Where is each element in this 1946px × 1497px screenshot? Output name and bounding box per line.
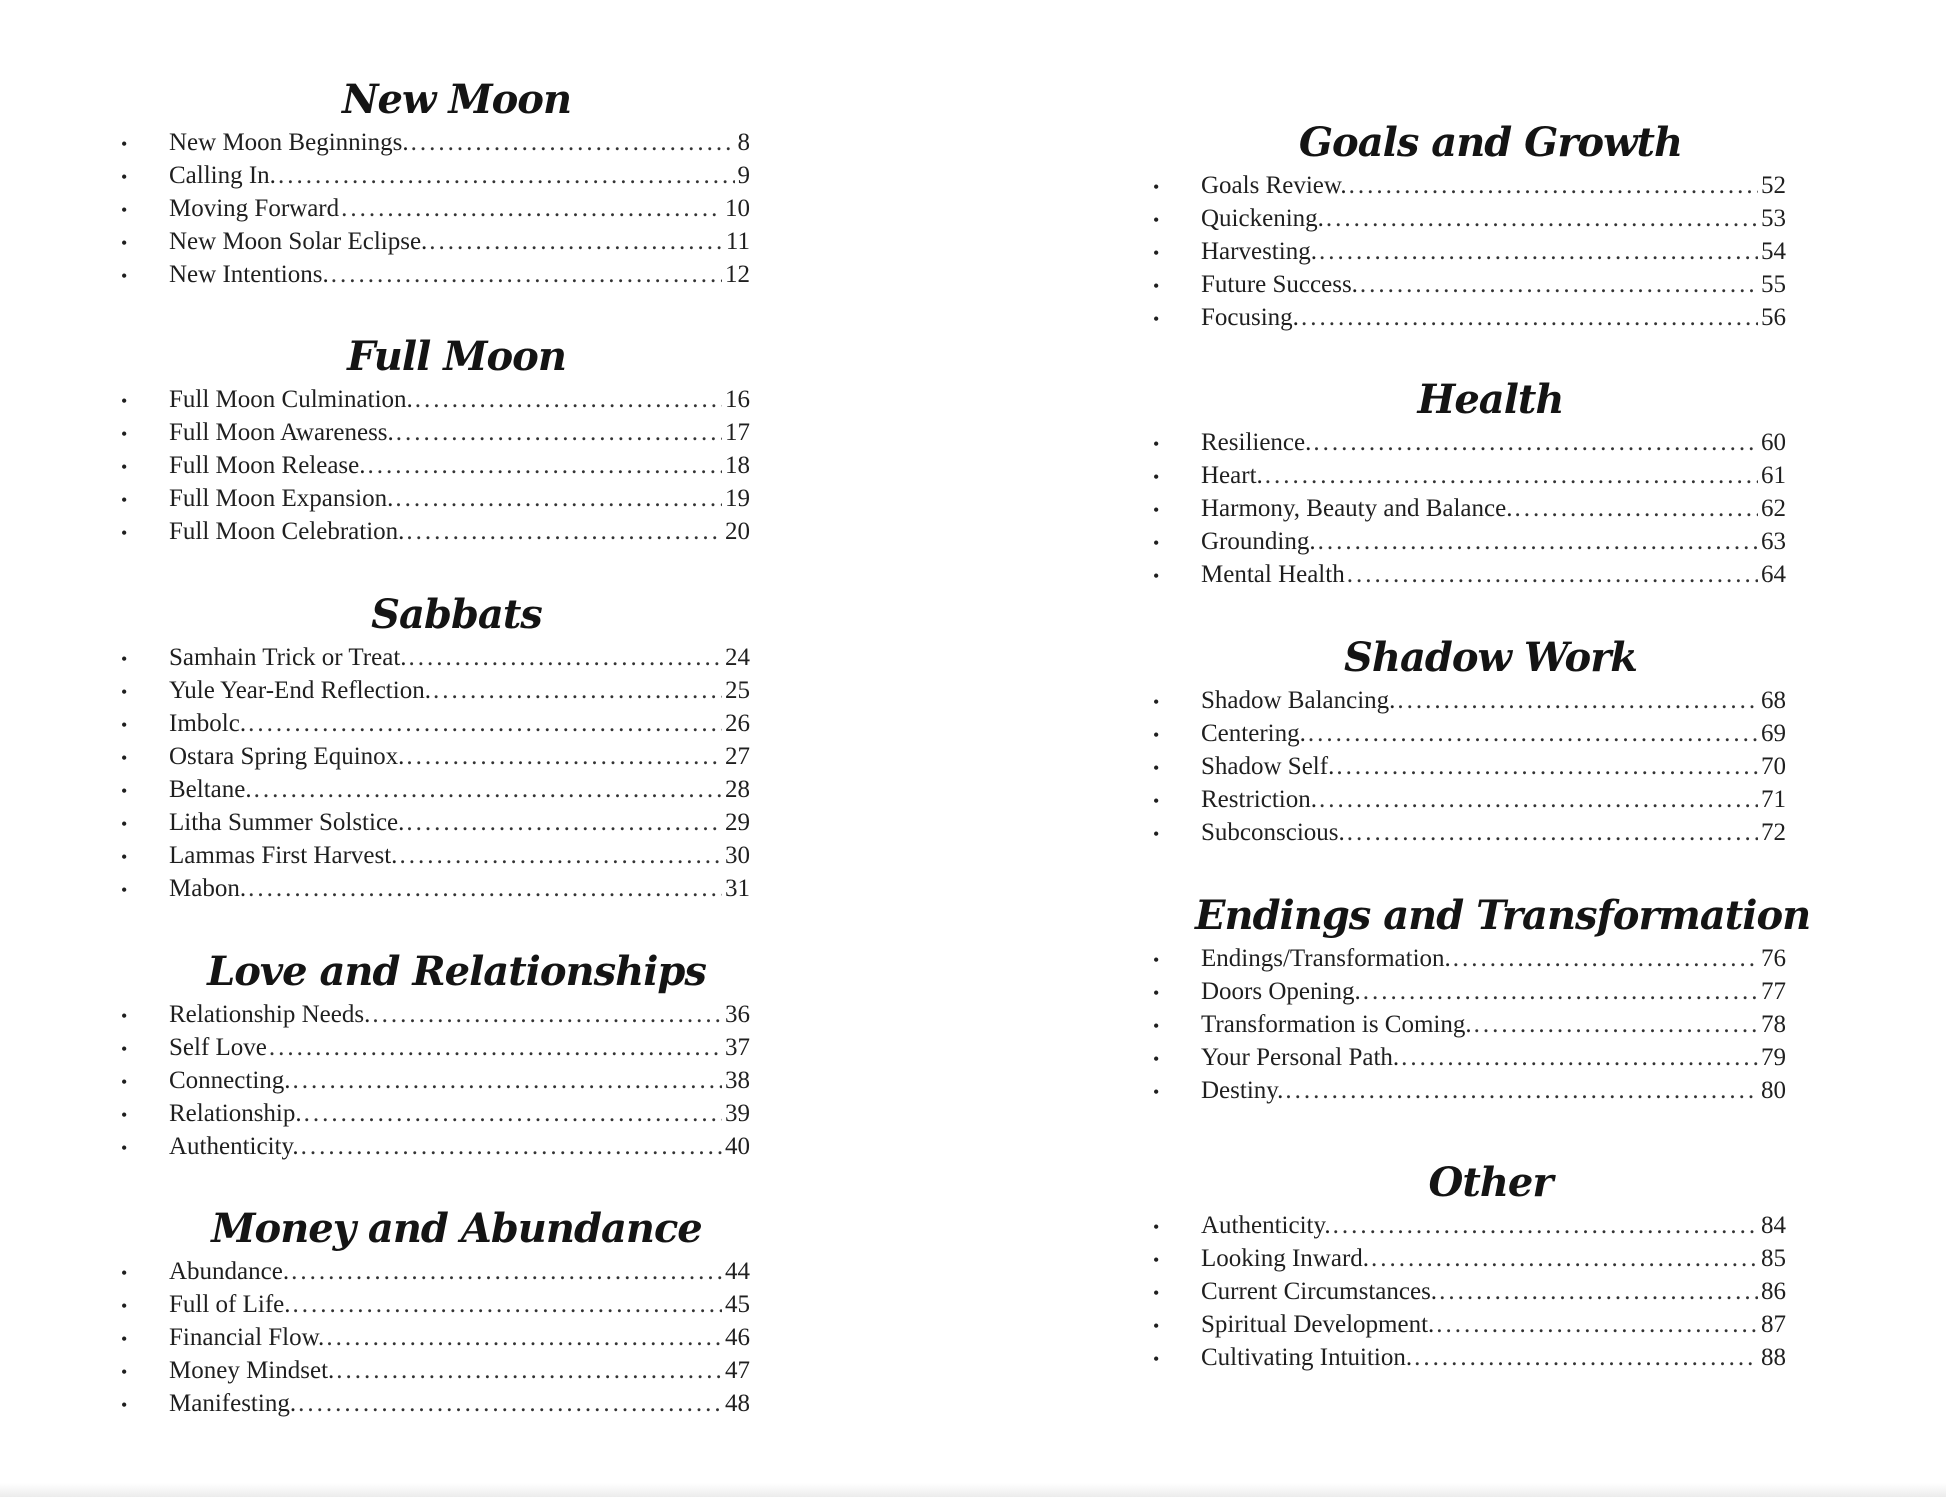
toc-entry[interactable]: [118, 192, 750, 225]
toc-entry-list: [118, 383, 750, 548]
bullet-icon: •: [1153, 1250, 1160, 1270]
dot-leader: [1453, 942, 1758, 975]
toc-entry-title: Authenticity.: [1201, 1212, 1331, 1239]
bullet-icon: •: [121, 1395, 128, 1415]
dot-leader: [1308, 717, 1758, 750]
bullet-icon: •: [121, 781, 128, 801]
bullet-icon: •: [1153, 824, 1160, 844]
section-heading: Other: [1428, 1159, 1553, 1206]
dot-leader: [1347, 816, 1758, 849]
toc-entry[interactable]: [118, 258, 750, 291]
toc-entry[interactable]: [118, 1255, 750, 1288]
toc-section-endings-and-transformation: [1150, 890, 1811, 1107]
toc-entry[interactable]: [118, 1064, 750, 1097]
bullet-icon: •: [121, 490, 128, 510]
bullet-icon: •: [121, 1296, 128, 1316]
bullet-icon: •: [121, 167, 128, 187]
bullet-icon: •: [121, 233, 128, 253]
toc-page-number: 55: [1761, 271, 1786, 298]
toc-entry-title: Future Success.: [1201, 271, 1358, 298]
toc-entry[interactable]: [118, 1130, 750, 1163]
toc-page-number: 63: [1761, 528, 1786, 555]
dot-leader: [1436, 1308, 1758, 1341]
bullet-icon: •: [1153, 791, 1160, 811]
toc-entry[interactable]: [118, 383, 750, 416]
section-heading: Goals and Growth: [1298, 119, 1683, 166]
toc-page-number: 16: [725, 386, 750, 413]
dot-leader: [1347, 558, 1758, 591]
toc-entry[interactable]: [118, 806, 750, 839]
toc-page-number: 46: [725, 1324, 750, 1351]
bullet-icon: •: [121, 1362, 128, 1382]
bullet-icon: •: [121, 200, 128, 220]
toc-page-number: 44: [725, 1258, 750, 1285]
toc-entry-title: New Intentions.: [169, 261, 329, 288]
toc-entry[interactable]: [118, 1031, 750, 1064]
section-heading: Money and Abundance: [211, 1205, 702, 1252]
toc-entry[interactable]: [1150, 1074, 1786, 1107]
toc-section-shadow-work: [1150, 632, 1786, 849]
toc-page-number: 84: [1761, 1212, 1786, 1239]
dot-leader: [411, 126, 735, 159]
toc-entry[interactable]: [118, 159, 750, 192]
bullet-icon: •: [121, 1329, 128, 1349]
dot-leader: [331, 258, 722, 291]
dot-leader: [1326, 202, 1758, 235]
dot-leader: [298, 1387, 722, 1420]
bullet-icon: •: [1153, 243, 1160, 263]
toc-page-number: 27: [725, 743, 750, 770]
toc-section-sabbats: [118, 589, 750, 905]
toc-entry[interactable]: [1150, 459, 1786, 492]
dot-leader: [1319, 235, 1758, 268]
toc-entry-title: Manifesting.: [169, 1390, 297, 1417]
toc-page-number: 28: [725, 776, 750, 803]
toc-entry-title: Quickening.: [1201, 205, 1324, 232]
toc-entry[interactable]: [118, 872, 750, 905]
bullet-icon: •: [1153, 533, 1160, 553]
toc-entry[interactable]: [1150, 942, 1786, 975]
toc-entry-title: New Moon Beginnings.: [169, 129, 409, 156]
dot-leader: [399, 839, 722, 872]
toc-entry-title: Samhain Trick or Treat.: [169, 644, 407, 671]
toc-entry-list: [1150, 942, 1786, 1107]
toc-entry[interactable]: [1150, 235, 1786, 268]
toc-section-goals-and-growth: [1150, 117, 1786, 334]
dot-leader: [406, 740, 722, 773]
dot-leader: [293, 1288, 722, 1321]
toc-entry-title: Your Personal Path.: [1201, 1044, 1400, 1071]
toc-entry-title: Doors Opening.: [1201, 978, 1361, 1005]
toc-entry-title: Imbolc.: [169, 710, 247, 737]
toc-entry[interactable]: [1150, 816, 1786, 849]
dot-leader: [368, 449, 722, 482]
toc-entry[interactable]: [1150, 1341, 1786, 1374]
section-heading: Shadow Work: [1343, 634, 1638, 681]
dot-leader: [1371, 1242, 1758, 1275]
toc-entry[interactable]: [1150, 975, 1786, 1008]
bullet-icon: •: [1153, 1217, 1160, 1237]
toc-page-number: 71: [1761, 786, 1786, 813]
bullet-icon: •: [1153, 1316, 1160, 1336]
toc-entry[interactable]: [1150, 169, 1786, 202]
bullet-icon: •: [1153, 210, 1160, 230]
toc-entry[interactable]: [1150, 717, 1786, 750]
dot-leader: [1319, 783, 1758, 816]
toc-page-number: 36: [725, 1001, 750, 1028]
dot-leader: [1360, 268, 1758, 301]
dot-leader: [1301, 301, 1758, 334]
toc-page-number: 45: [725, 1291, 750, 1318]
toc-entry-list: [118, 1255, 750, 1420]
toc-entry-title: Money Mindset.: [169, 1357, 335, 1384]
bullet-icon: •: [121, 1105, 128, 1125]
toc-entry[interactable]: [1150, 1209, 1786, 1242]
dot-leader: [291, 1255, 722, 1288]
toc-section-new-moon: [118, 74, 750, 291]
dot-leader: [415, 383, 722, 416]
toc-entry-title: Endings/Transformation.: [1201, 945, 1451, 972]
toc-page-number: 80: [1761, 1077, 1786, 1104]
toc-entry-title: Shadow Balancing.: [1201, 687, 1396, 714]
dot-leader: [433, 674, 722, 707]
toc-page-number: 9: [737, 162, 750, 189]
bullet-icon: •: [121, 1039, 128, 1059]
toc-entry[interactable]: [1150, 1242, 1786, 1275]
bullet-icon: •: [1153, 758, 1160, 778]
dot-leader: [409, 641, 722, 674]
bullet-icon: •: [121, 1263, 128, 1283]
toc-entry[interactable]: [118, 482, 750, 515]
bullet-icon: •: [121, 814, 128, 834]
toc-page-number: 20: [725, 518, 750, 545]
section-heading: Endings and Transformation: [1195, 892, 1811, 939]
toc-entry-title: Heart.: [1201, 462, 1263, 489]
toc-entry[interactable]: [118, 707, 750, 740]
toc-entry-title: Goals Review.: [1201, 172, 1347, 199]
toc-entry[interactable]: [1150, 301, 1786, 334]
toc-entry-title: Harmony, Beauty and Balance.: [1201, 495, 1513, 522]
toc-entry-title: Full Moon Expansion.: [169, 485, 394, 512]
toc-entry[interactable]: [118, 773, 750, 806]
dot-leader: [1333, 1209, 1758, 1242]
bullet-icon: •: [1153, 467, 1160, 487]
bullet-icon: •: [1153, 983, 1160, 1003]
bullet-icon: •: [1153, 500, 1160, 520]
bullet-icon: •: [1153, 1049, 1160, 1069]
toc-entry-title: Lammas First Harvest.: [169, 842, 398, 869]
toc-entry[interactable]: [118, 416, 750, 449]
toc-page-number: 86: [1761, 1278, 1786, 1305]
section-heading: New Moon: [341, 76, 572, 123]
toc-entry-title: Shadow Self.: [1201, 753, 1335, 780]
section-heading: Full Moon: [347, 333, 566, 380]
toc-page-number: 38: [725, 1067, 750, 1094]
dot-leader: [254, 773, 722, 806]
toc-page-number: 18: [725, 452, 750, 479]
toc-entry-title: Grounding.: [1201, 528, 1316, 555]
toc-entry[interactable]: [1150, 783, 1786, 816]
dot-leader: [406, 806, 722, 839]
bullet-icon: •: [1153, 177, 1160, 197]
bullet-icon: •: [1153, 692, 1160, 712]
section-heading: Health: [1417, 376, 1564, 423]
dot-leader: [336, 1354, 722, 1387]
dot-leader: [248, 707, 722, 740]
toc-entry-title: Moving Forward: [169, 195, 340, 222]
toc-entry-list: [118, 641, 750, 905]
toc-page-number: 17: [725, 419, 750, 446]
bullet-icon: •: [121, 682, 128, 702]
bullet-icon: •: [121, 649, 128, 669]
toc-page-number: 47: [725, 1357, 750, 1384]
toc-page-number: 88: [1761, 1344, 1786, 1371]
toc-entry-title: Litha Summer Solstice.: [169, 809, 405, 836]
toc-page-number: 68: [1761, 687, 1786, 714]
bullet-icon: •: [1153, 1082, 1160, 1102]
toc-entry-title: Connecting.: [169, 1067, 291, 1094]
toc-entry-title: Full Moon Culmination.: [169, 386, 413, 413]
toc-entry[interactable]: [1150, 558, 1786, 591]
toc-entry[interactable]: [1150, 426, 1786, 459]
toc-entry-title: Yule Year-End Reflection.: [169, 677, 431, 704]
toc-entry[interactable]: [1150, 1008, 1786, 1041]
toc-entry[interactable]: [118, 1321, 750, 1354]
toc-entry-title: Calling In.: [169, 162, 276, 189]
toc-entry[interactable]: [1150, 268, 1786, 301]
toc-entry[interactable]: [1150, 1041, 1786, 1074]
toc-page-number: 76: [1761, 945, 1786, 972]
toc-entry[interactable]: [118, 839, 750, 872]
bullet-icon: •: [121, 424, 128, 444]
bullet-icon: •: [121, 1138, 128, 1158]
toc-entry-title: Full Moon Celebration.: [169, 518, 405, 545]
toc-page-number: 62: [1761, 495, 1786, 522]
toc-entry-title: Resilience.: [1201, 429, 1312, 456]
toc-entry-title: Self Love: [169, 1034, 267, 1061]
bullet-icon: •: [1153, 1283, 1160, 1303]
bullet-icon: •: [1153, 1016, 1160, 1036]
toc-section-money-and-abundance: [118, 1203, 750, 1420]
bullet-icon: •: [121, 523, 128, 543]
toc-entry-title: Beltane.: [169, 776, 252, 803]
toc-entry-list: [118, 998, 750, 1163]
bullet-icon: •: [121, 847, 128, 867]
toc-entry-title: Current Circumstances.: [1201, 1278, 1438, 1305]
dot-leader: [1318, 525, 1758, 558]
dot-leader: [301, 1130, 722, 1163]
toc-entry[interactable]: [118, 1288, 750, 1321]
dot-leader: [293, 1064, 722, 1097]
dot-leader: [269, 1031, 722, 1064]
section-heading: Sabbats: [371, 591, 542, 638]
toc-page-number: 48: [725, 1390, 750, 1417]
toc-entry-title: Abundance.: [169, 1258, 290, 1285]
toc-entry-title: Relationship.: [169, 1100, 302, 1127]
bullet-icon: •: [1153, 276, 1160, 296]
bullet-icon: •: [121, 1006, 128, 1026]
toc-entry[interactable]: [118, 515, 750, 548]
toc-entry[interactable]: [118, 126, 750, 159]
dot-leader: [1401, 1041, 1758, 1074]
toc-entry[interactable]: [118, 641, 750, 674]
toc-page-number: 30: [725, 842, 750, 869]
toc-page-number: 56: [1761, 304, 1786, 331]
toc-entry-title: Focusing.: [1201, 304, 1299, 331]
dot-leader: [1514, 492, 1758, 525]
toc-entry-title: Centering.: [1201, 720, 1306, 747]
toc-entry-title: Authenticity.: [169, 1133, 299, 1160]
toc-page-number: 60: [1761, 429, 1786, 456]
toc-entry[interactable]: [1150, 492, 1786, 525]
toc-entry-title: Cultivating Intuition.: [1201, 1344, 1413, 1371]
toc-page-number: 69: [1761, 720, 1786, 747]
toc-entry[interactable]: [1150, 202, 1786, 235]
bullet-icon: •: [121, 715, 128, 735]
toc-entry-list: [1150, 1209, 1786, 1374]
toc-entry-title: Relationship Needs.: [169, 1001, 371, 1028]
dot-leader: [304, 1097, 722, 1130]
toc-page-number: 39: [725, 1100, 750, 1127]
toc-entry[interactable]: [118, 449, 750, 482]
toc-entry-title: Ostara Spring Equinox.: [169, 743, 405, 770]
toc-page-number: 85: [1761, 1245, 1786, 1272]
toc-page-number: 53: [1761, 205, 1786, 232]
dot-leader: [1439, 1275, 1758, 1308]
dot-leader: [1397, 684, 1758, 717]
toc-entry-title: Spiritual Development.: [1201, 1311, 1435, 1338]
toc-entry[interactable]: [1150, 684, 1786, 717]
toc-section-health: [1150, 374, 1786, 591]
toc-entry-title: Full of Life.: [169, 1291, 291, 1318]
bullet-icon: •: [1153, 434, 1160, 454]
toc-entry-title: Mental Health: [1201, 561, 1345, 588]
dot-leader: [406, 515, 722, 548]
dot-leader: [1414, 1341, 1758, 1374]
toc-section-other: [1150, 1157, 1786, 1374]
bullet-icon: •: [1153, 725, 1160, 745]
toc-entry[interactable]: [118, 740, 750, 773]
toc-page-number: 31: [725, 875, 750, 902]
dot-leader: [372, 998, 722, 1031]
toc-entry-title: Harvesting.: [1201, 238, 1317, 265]
toc-page-number: 70: [1761, 753, 1786, 780]
toc-page-number: 25: [725, 677, 750, 704]
toc-page-number: 52: [1761, 172, 1786, 199]
toc-page-number: 79: [1761, 1044, 1786, 1071]
toc-entry-title: Looking Inward.: [1201, 1245, 1370, 1272]
toc-entry[interactable]: [1150, 1275, 1786, 1308]
toc-entry-title: Transformation is Coming.: [1201, 1011, 1472, 1038]
toc-page-number: 26: [725, 710, 750, 737]
dot-leader: [395, 482, 722, 515]
page-bottom-edge: [0, 1483, 1946, 1497]
toc-entry[interactable]: [118, 1387, 750, 1420]
toc-entry-list: [118, 126, 750, 291]
toc-entry[interactable]: [1150, 750, 1786, 783]
toc-entry-title: Full Moon Awareness.: [169, 419, 394, 446]
toc-entry[interactable]: [118, 225, 750, 258]
bullet-icon: •: [121, 266, 128, 286]
dot-leader: [1349, 169, 1758, 202]
toc-entry[interactable]: [118, 674, 750, 707]
dot-leader: [341, 192, 722, 225]
toc-entry[interactable]: [118, 1097, 750, 1130]
toc-page-number: 24: [725, 644, 750, 671]
dot-leader: [1474, 1008, 1758, 1041]
toc-entry-title: Mabon.: [169, 875, 247, 902]
bullet-icon: •: [121, 748, 128, 768]
toc-entry[interactable]: [118, 1354, 750, 1387]
bullet-icon: •: [1153, 950, 1160, 970]
toc-entry-list: [1150, 169, 1786, 334]
toc-page-number: 8: [737, 129, 750, 156]
toc-entry-title: Restriction.: [1201, 786, 1317, 813]
toc-page-number: 64: [1761, 561, 1786, 588]
toc-page-number: 19: [725, 485, 750, 512]
toc-entry-list: [1150, 426, 1786, 591]
toc-entry-title: Full Moon Release.: [169, 452, 366, 479]
dot-leader: [1363, 975, 1758, 1008]
toc-page-number: 77: [1761, 978, 1786, 1005]
dot-leader: [278, 159, 735, 192]
section-heading: Love and Relationships: [207, 948, 706, 995]
bullet-icon: •: [121, 134, 128, 154]
toc-page-number: 40: [725, 1133, 750, 1160]
bullet-icon: •: [1153, 566, 1160, 586]
toc-page-number: 37: [725, 1034, 750, 1061]
dot-leader: [1336, 750, 1758, 783]
toc-entry-title: Destiny.: [1201, 1077, 1284, 1104]
toc-section-full-moon: [118, 331, 750, 548]
toc-entry-list: [1150, 684, 1786, 849]
bullet-icon: •: [121, 391, 128, 411]
bullet-icon: •: [1153, 1349, 1160, 1369]
toc-section-love-and-relationships: [118, 946, 750, 1163]
toc-page-number: 61: [1761, 462, 1786, 489]
toc-page-number: 11: [725, 228, 750, 255]
toc-page-number: 12: [725, 261, 750, 288]
dot-leader: [396, 416, 722, 449]
toc-entry[interactable]: [1150, 1308, 1786, 1341]
toc-page-number: 29: [725, 809, 750, 836]
bullet-icon: •: [121, 457, 128, 477]
bullet-icon: •: [121, 1072, 128, 1092]
dot-leader: [429, 225, 723, 258]
toc-entry-title: New Moon Solar Eclipse.: [169, 228, 428, 255]
toc-page-number: 87: [1761, 1311, 1786, 1338]
toc-entry[interactable]: [1150, 525, 1786, 558]
dot-leader: [1285, 1074, 1758, 1107]
toc-page-number: 10: [725, 195, 750, 222]
dot-leader: [326, 1321, 722, 1354]
toc-page-number: 72: [1761, 819, 1786, 846]
toc-entry-title: Financial Flow.: [169, 1324, 325, 1351]
bullet-icon: •: [1153, 309, 1160, 329]
toc-entry-title: Subconscious.: [1201, 819, 1345, 846]
toc-page-number: 78: [1761, 1011, 1786, 1038]
dot-leader: [1265, 459, 1758, 492]
dot-leader: [1313, 426, 1758, 459]
toc-entry[interactable]: [118, 998, 750, 1031]
bullet-icon: •: [121, 880, 128, 900]
toc-page-number: 54: [1761, 238, 1786, 265]
dot-leader: [248, 872, 722, 905]
